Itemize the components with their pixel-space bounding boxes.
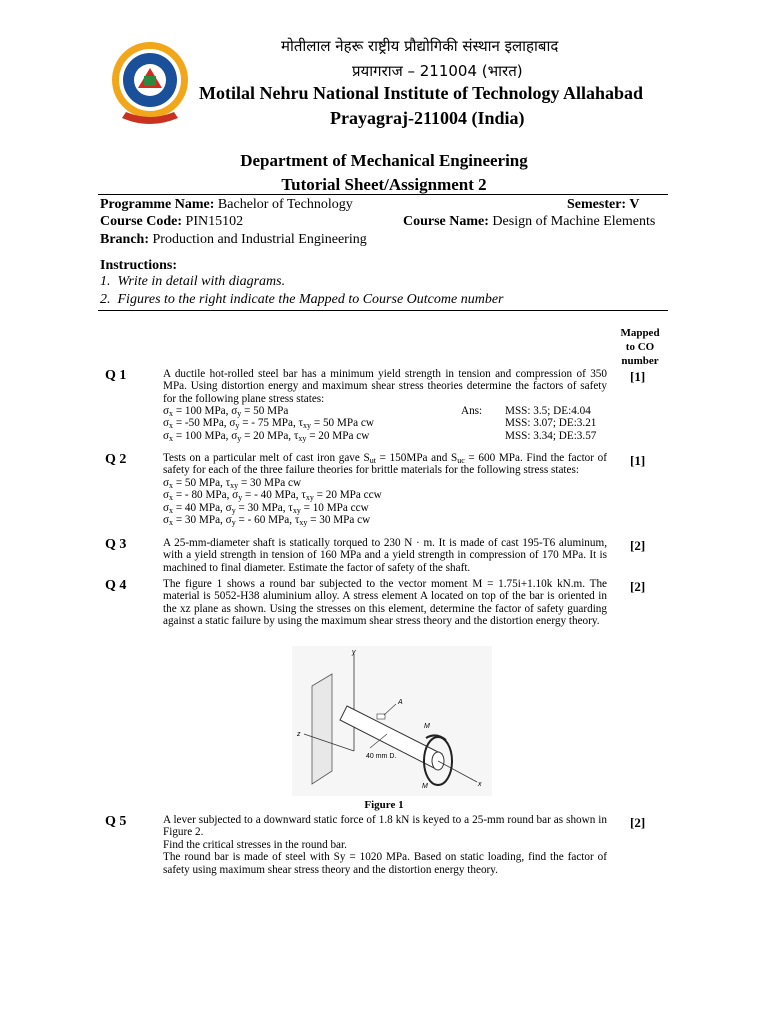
question-4-text: The figure 1 shows a round bar subjected to the vector moment M = 1.75i+1.10k kN.m. The material is 5052-H38 aluminium alloy. A stress element A located on top of the bar is oriented in the xz plane as shown. Using the stresses on this element, determine the factor of safety guarding against a static failure by using the maximum shear stress theory and the distortion energy theory. [163,578,607,628]
answer-value: MSS: 3.34; DE:3.57 [505,430,597,442]
answer-value: MSS: 3.5; DE:4.04 [505,405,591,417]
moment-z-label: M [424,723,430,730]
question-number: Q 3 [105,537,127,552]
question-5-text: A lever subjected to a downward static force of 1.8 kN is keyed to a 25-mm round bar as shown in Figure 2. Find the critical stresses in the round bar. The round bar is made of steel with Sy = 1020 MPa. Based on static loading, find the factor of safety using maximum shear stress theory and the distortion energy theory. [163,814,607,876]
co-mapping: [2] [630,815,646,830]
diameter-label: 40 mm D. [366,753,397,760]
department-name: Department of Mechanical Engineering [240,151,528,170]
figure-1-diagram [292,646,492,796]
branch-row: Branch: Production and Industrial Engineering [100,232,367,247]
sheet-title: Tutorial Sheet/Assignment 2 [281,175,487,194]
question-1-text: A ductile hot-rolled steel bar has a minimum yield strength in tension and compression of 350 MPa. Using distortion energy and maximum shear stress theories determine the factors of safety for the following plane stress states: [163,368,607,405]
course-code-row: Course Code: PIN15102 [100,214,244,229]
axis-z-label: z [297,731,301,738]
question-number: Q 4 [105,578,127,593]
hindi-location: प्रयागराज – 211004 (भारत) [352,62,523,80]
axis-y-label: y [352,649,356,656]
question-number: Q 2 [105,452,127,467]
institute-name: Motilal Nehru National Institute of Technology Allahabad [199,83,644,103]
question-1-stress-states: $\sigma_x = 100$ MPa, $\sigma_y = 50$ MPa $\sigma_x = -50$ MPa, $\sigma_y$ = - 75 MPa, $\tau_{xy} = 50$ MPa cw $\sigma_x = 100$ MPa, $\sigma_y = 20$ MPa, $\tau_{xy} = 20$ MPa cw [163,405,374,443]
co-column-header: Mapped to CO number [620,327,660,367]
co-mapping: [1] [630,369,646,384]
co-mapping: [2] [630,579,646,594]
answer-label: Ans: [461,405,483,417]
instruction-item: 1. Write in detail with diagrams. [100,274,286,289]
instruction-item: 2. Figures to the right indicate the Mapped to Course Outcome number [100,292,504,307]
programme-row: Programme Name: Bachelor of Technology [100,197,353,212]
institute-location: Prayagraj-211004 (India) [330,108,525,128]
co-mapping: [2] [630,538,646,553]
semester-row: Semester: V [567,197,640,212]
co-mapping: [1] [630,453,646,468]
question-2-stress-states: $\sigma_x = 50$ MPa, $\tau_{xy} = 30$ MPa cw $\sigma_x$ = - 80 MPa, $\sigma_y$ = - 40 MPa, $\tau_{xy} = 20$ MPa ccw $\sigma_x = 40$ MPa, $\sigma_y = 30$ MPa, $\tau_{xy} = 10$ MPa ccw $\sigma_x = 30$ MPa, $\sigma_y$ = - 60 MPa, $\tau_{xy} = 30$ MPa cw [163,477,382,528]
axis-x-label: x [478,781,482,788]
question-number: Q 1 [105,368,127,383]
question-number: Q 5 [105,814,127,829]
question-2-text: Tests on a particular melt of cast iron gave $S_{ut} = 150MPa$ and $S_{uc} = 600$ MPa. Find the factor of safety for each of the three failure theories for brittle materials for the following stress states: [163,452,607,477]
moment-x-label: M [422,783,428,790]
divider-instructions [98,310,668,311]
course-name-row: Course Name: Design of Machine Elements [403,214,656,229]
instructions-title: Instructions: [100,258,178,273]
answer-value: MSS: 3.07; DE:3.21 [505,417,597,429]
divider-top [98,194,668,195]
hindi-institute-name: मोतीलाल नेहरू राष्ट्रीय प्रौद्योगिकी संस्थान इलाहाबाद [281,37,559,55]
element-a-label: A [398,699,403,706]
figure-1-caption: Figure 1 [364,799,404,811]
institute-logo [108,32,192,132]
question-3-text: A 25-mm-diameter shaft is statically torqued to 230 N · m. It is made of cast 195-T6 aluminum, with a yield strength in tension of 160 MPa and a yield strength in compression of 170 MPa. It is machined to final diameter. Estimate the factor of safety of the shaft. [163,537,607,574]
